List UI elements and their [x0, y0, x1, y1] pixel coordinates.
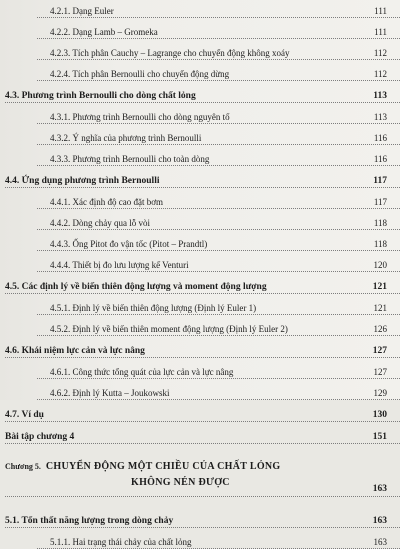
toc-rows-after — [0, 506, 400, 549]
toc-subsection-entry — [37, 60, 400, 81]
toc-subsection-entry — [37, 528, 400, 549]
toc-entry-page: 121 — [372, 282, 387, 292]
toc-subsection-entry — [37, 124, 400, 145]
toc-entry-page: 130 — [372, 410, 387, 420]
toc-entry-page: 116 — [373, 154, 387, 164]
toc-entry-page: 112 — [373, 69, 387, 79]
toc-subsection-entry — [37, 358, 400, 379]
toc-section-entry — [5, 272, 400, 294]
toc-entry-title: 5.1.1. Hai trạng thái chảy của chất lỏng — [50, 537, 192, 547]
toc-entry-title: 4.6.1. Công thức tổng quát của lực cản và lực nâng — [50, 367, 234, 377]
toc-entry-page: 112 — [373, 48, 387, 58]
toc-subsection-entry — [37, 230, 400, 251]
toc-entry-title: 4.4.1. Xác định độ cao đặt bơm — [50, 197, 163, 207]
toc-entry-title: 4.3. Phương trình Bernoulli cho dòng chất lỏng — [5, 91, 196, 101]
chapter-number: Chương 5. — [5, 462, 41, 471]
toc-entry-title: 4.5.1. Định lý về biến thiên động lượng (Định lý Euler 1) — [50, 303, 257, 313]
toc-subsection-entry — [37, 379, 400, 400]
toc-entry-title: 4.4.2. Dòng chảy qua lỗ vòi — [50, 218, 150, 228]
toc-entry-title: 4.4.3. Ống Pitot đo vận tốc (Pitot – Prandtl) — [50, 239, 208, 249]
toc-entry-title: 4.5.2. Định lý về biến thiên moment động lượng (Định lý Euler 2) — [50, 324, 288, 334]
toc-entry-page: 118 — [373, 239, 387, 249]
toc-entry-page: 113 — [373, 91, 387, 101]
toc-subsection-entry — [37, 18, 400, 39]
toc-entry-title: 4.6. Khái niệm lực cản và lực nâng — [5, 346, 145, 356]
toc-subsection-entry — [37, 209, 400, 230]
toc-entry-title: 4.4. Ứng dụng phương trình Bernoulli — [5, 176, 160, 186]
toc-subsection-entry — [37, 103, 400, 124]
toc-subsection-entry — [37, 188, 400, 209]
toc-entry-title: 4.3.1. Phương trình Bernoulli cho dòng nguyên tố — [50, 112, 230, 122]
toc-entry-page: 111 — [374, 27, 387, 37]
toc-entry-page: 120 — [373, 260, 387, 270]
toc-entry-page: 113 — [373, 112, 387, 122]
toc-subsection-entry — [37, 294, 400, 315]
toc-section-entry — [5, 422, 400, 444]
chapter-page-number: 163 — [372, 484, 387, 494]
toc-entry-title: 5.1. Tổn thất năng lượng trong dòng chảy — [5, 516, 174, 526]
toc-subsection-entry — [37, 39, 400, 60]
toc-entry-page: 163 — [372, 516, 387, 526]
toc-entry-title: 4.4.4. Thiết bị đo lưu lượng kế Venturi — [50, 260, 189, 270]
toc-entry-title: 4.3.2. Ý nghĩa của phương trình Bernoulli — [50, 133, 202, 143]
toc-entry-title: 4.3.3. Phương trình Bernoulli cho toàn dòng — [50, 154, 210, 164]
toc-entry-page: 127 — [373, 367, 387, 377]
toc-entry-title: 4.7. Ví dụ — [5, 410, 44, 420]
toc-section-entry — [5, 506, 400, 528]
toc-entry-page: 117 — [373, 197, 387, 207]
toc-entry-title: 4.2.1. Dạng Euler — [50, 6, 114, 16]
toc-entry-page: 126 — [373, 324, 387, 334]
toc-entry-page: 111 — [374, 6, 387, 16]
chapter-title: CHUYỂN ĐỘNG MỘT CHIỀU CỦA CHẤT LỎNG — [45, 461, 281, 472]
toc-section-entry — [5, 81, 400, 103]
toc-section-entry — [5, 400, 400, 422]
toc-entry-title: 4.2.4. Tích phân Bernoulli cho chuyển động dừng — [50, 69, 230, 79]
toc-entry-title: 4.6.2. Định lý Kutta – Joukowski — [50, 388, 170, 398]
toc-subsection-entry — [37, 315, 400, 336]
toc-entry-page: 117 — [373, 176, 387, 186]
toc-entry-page: 127 — [372, 346, 387, 356]
toc-subsection-entry — [37, 145, 400, 166]
toc-subsection-entry — [37, 251, 400, 272]
toc-entry-page: 121 — [373, 303, 387, 313]
toc-entry-title: 4.2.3. Tích phân Cauchy – Lagrange cho chuyển động không xoáy — [50, 48, 290, 58]
chapter-heading — [5, 453, 400, 497]
chapter-title-line2: KHÔNG NÉN ĐƯỢC — [131, 477, 230, 488]
toc-entry-page: 151 — [372, 432, 387, 442]
toc-entry-title: 4.5. Các định lý về biến thiên động lượng và moment động lượng — [5, 282, 267, 292]
toc-entry-title: Bài tập chương 4 — [5, 432, 75, 442]
toc-section-entry — [5, 336, 400, 358]
toc-entry-page: 163 — [373, 537, 387, 547]
toc-entry-page: 118 — [373, 218, 387, 228]
toc-entry-page: 129 — [373, 388, 387, 398]
toc-subsection-entry — [37, 0, 400, 18]
toc-section-entry — [5, 166, 400, 188]
toc-entry-page: 116 — [373, 133, 387, 143]
chapter-title-line1 — [5, 461, 281, 472]
toc-entry-title: 4.2.2. Dạng Lamb – Gromeka — [50, 27, 158, 37]
